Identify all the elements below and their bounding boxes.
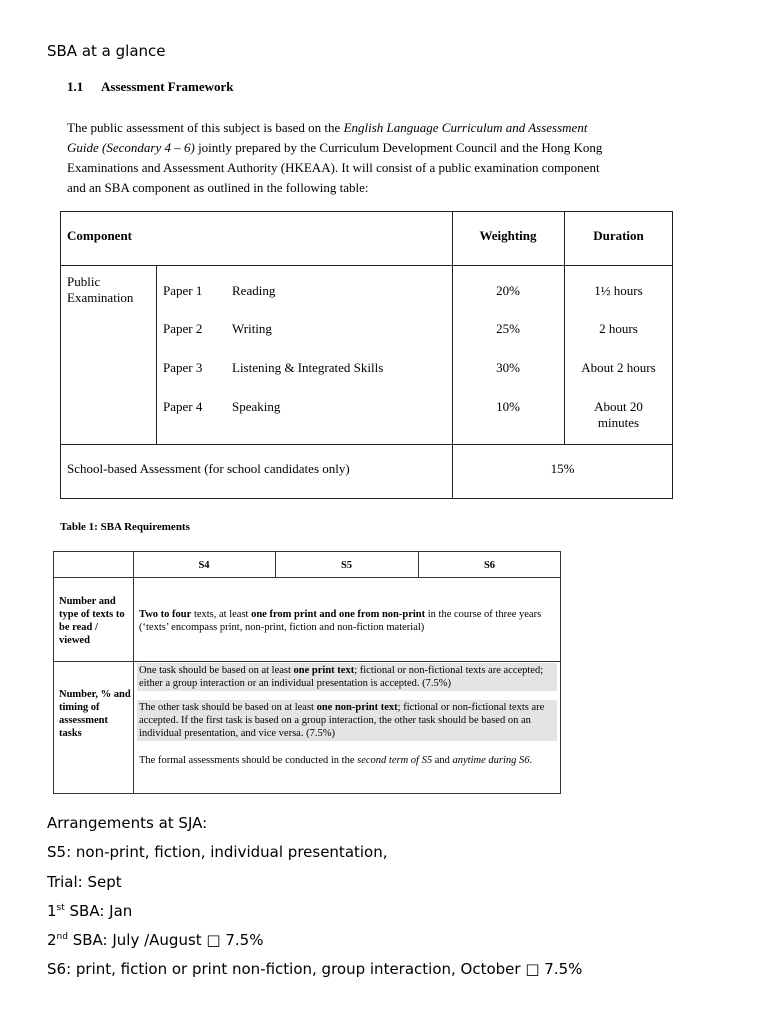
paper-weighting: 25%	[496, 321, 520, 336]
paper-number: Paper 2	[163, 321, 203, 336]
sba-requirements-table	[53, 551, 561, 794]
sba-row1-label: Number and type of texts to be read / viewed	[59, 596, 125, 646]
paper-name: Reading	[232, 283, 276, 298]
document-title: SBA at a glance	[47, 42, 166, 60]
paper-duration: 2 hours	[599, 321, 638, 336]
intro-paragraph	[67, 118, 679, 198]
arrangement-trial: Trial: Sept	[47, 873, 122, 891]
paper-duration: About 2 hours	[581, 360, 656, 375]
paper-weighting: 20%	[496, 283, 520, 298]
paper-name: Writing	[232, 321, 272, 336]
sba-row1-text: Two to four texts, at least one from print and one from non-print in the course of three years (‘texts’ encompass print, non-print, fiction and non-fiction material)	[139, 609, 542, 633]
sba-row-label: School-based Assessment (for school candidates only)	[67, 461, 350, 476]
arrangement-sba1: 1st SBA: Jan	[47, 902, 133, 920]
paper-number: Paper 1	[163, 283, 203, 298]
paper-name: Listening & Integrated Skills	[232, 360, 384, 375]
sba-header-s5: S5	[340, 560, 353, 571]
sba-row2-label: Number, % and timing of assessment tasks	[59, 689, 131, 739]
paper-number: Paper 4	[163, 399, 203, 414]
assessment-framework-table	[60, 211, 673, 499]
intro-text: The public assessment of this subject is based on the	[67, 120, 344, 135]
paper-name: Speaking	[232, 399, 281, 414]
intro-text: and an SBA component as outlined in the following table:	[67, 180, 369, 195]
paper-duration: 1½ hours	[594, 283, 643, 298]
arrangement-s6: S6: print, fiction or print non-fiction, group interaction, October □ 7.5%	[47, 960, 583, 978]
sba-task1-text: One task should be based on at least one print text; fictional or non-fictional texts are accepted; either a group interaction or an individual presentation is accepted. (7.5%)	[137, 663, 557, 691]
intro-guide-title: English Language Curriculum and Assessment	[343, 120, 588, 135]
sba-table-caption: Table 1: SBA Requirements	[60, 521, 190, 533]
paper-duration: About 20 minutes	[594, 399, 643, 430]
intro-guide-title-cont: Guide (Secondary 4 – 6)	[67, 140, 195, 155]
header-duration: Duration	[593, 228, 644, 243]
paper-number: Paper 3	[163, 360, 203, 375]
sba-header-s4: S4	[198, 560, 210, 571]
sba-row-weighting: 15%	[550, 461, 575, 476]
sba-header-s6: S6	[483, 560, 496, 571]
header-component: Component	[67, 228, 133, 243]
sba-timing-text: The formal assessments should be conducted in the second term of S5 and anytime during S6.	[139, 755, 533, 766]
section-number: 1.1	[67, 79, 84, 94]
paper-weighting: 30%	[496, 360, 520, 375]
intro-text: jointly prepared by the Curriculum Development Council and the Hong Kong	[194, 140, 603, 155]
section-heading	[67, 79, 234, 95]
arrangement-sba2: 2nd SBA: July /August □ 7.5%	[47, 931, 264, 949]
sba-task2-text: The other task should be based on at least one non-print text; fictional or non-fictional texts are accepted. If the first task is based on a group interaction, the other task should be based on an individual presentation, and vice versa. (7.5%)	[137, 700, 557, 741]
public-exam-label: Public Examination	[67, 274, 134, 305]
section-title: Assessment Framework	[101, 79, 234, 94]
arrangement-s5: S5: non-print, fiction, individual presentation,	[47, 843, 388, 861]
header-weighting: Weighting	[479, 228, 537, 243]
intro-text: Examinations and Assessment Authority (HKEAA). It will consist of a public examination component	[67, 160, 600, 175]
paper-weighting: 10%	[496, 399, 520, 414]
arrangements-heading: Arrangements at SJA:	[47, 814, 208, 832]
